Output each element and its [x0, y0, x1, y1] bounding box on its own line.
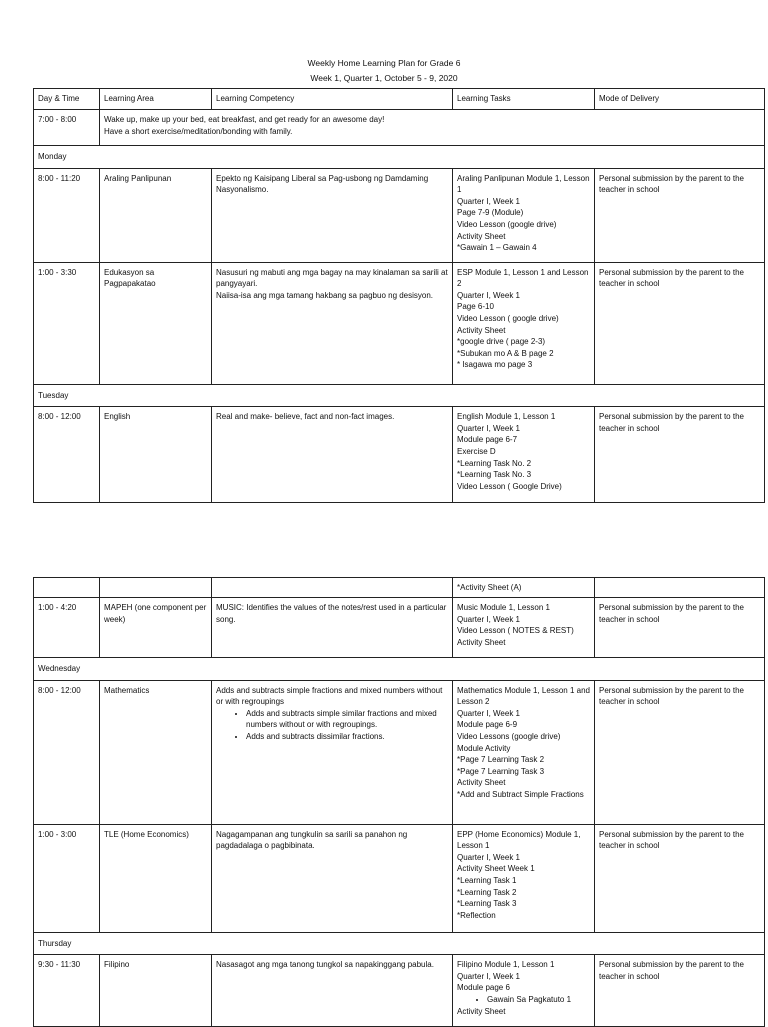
task-line: Video Lesson ( google drive): [457, 313, 559, 323]
task-line: *Learning Task 2: [457, 887, 517, 897]
row-competency: Epekto ng Kaisipang Liberal sa Pag-usbong ng Damdaming Nasyonalismo.: [212, 168, 453, 262]
competency-bullets: [216, 708, 448, 743]
competency-line: Adds and subtracts simple fractions and mixed numbers without or with regroupings: [216, 685, 445, 707]
schedule-row-english: [34, 407, 765, 503]
task-line: Video Lesson ( NOTES & REST): [457, 626, 574, 636]
task-line: Module page 6-9: [457, 720, 518, 730]
day-row-monday: [34, 146, 765, 169]
task-line: Quarter I, Week 1: [457, 708, 520, 718]
row-area: English: [100, 407, 212, 503]
task-line: Activity Sheet: [457, 1006, 506, 1016]
header-row: [34, 89, 765, 110]
task-line: *Learning Task 1: [457, 875, 517, 885]
row-competency: Nasasagot ang mga tanong tungkol sa napakinggang pabula.: [212, 955, 453, 1027]
header-mode-of-delivery: Mode of Delivery: [595, 89, 765, 110]
row-tasks: [453, 680, 595, 824]
row-tasks: [453, 824, 595, 932]
task-line: Activity Sheet: [457, 778, 506, 788]
competency-bullet: • Adds and subtracts dissimilar fractions.: [246, 731, 448, 743]
row-competency: [212, 680, 453, 824]
row-mode: Personal submission by the parent to the teacher in school: [595, 824, 765, 932]
task-line: *Page 7 Learning Task 3: [457, 766, 545, 776]
morning-activity: [100, 110, 765, 146]
task-line: *Learning Task No. 3: [457, 470, 532, 480]
plan-table-page2: [33, 577, 765, 1027]
row-mode: Personal submission by the parent to the teacher in school: [595, 680, 765, 824]
day-row-tuesday: [34, 384, 765, 407]
morning-line: Have a short exercise/meditation/bonding with family.: [104, 126, 293, 136]
header-day-time: Day & Time: [34, 89, 100, 110]
cell-empty: [212, 578, 453, 598]
row-tasks: *Activity Sheet (A): [453, 578, 595, 598]
competency-line: Naiisa-isa ang mga tamang hakbang sa pagbuo ng desisyon.: [216, 290, 434, 300]
task-line: Quarter I, Week 1: [457, 423, 520, 433]
task-line: Activity Sheet: [457, 231, 506, 241]
cell-empty: [595, 578, 765, 598]
cell-empty: [34, 578, 100, 598]
day-label: Tuesday: [34, 384, 765, 407]
row-area: Mathematics: [100, 680, 212, 824]
task-line: Module page 6: [457, 983, 510, 993]
morning-time: 7:00 - 8:00: [34, 110, 100, 146]
row-mode: Personal submission by the parent to the teacher in school: [595, 407, 765, 503]
task-line: Filipino Module 1, Lesson 1: [457, 960, 555, 970]
day-label: Monday: [34, 146, 765, 169]
task-line: Activity Sheet Week 1: [457, 864, 535, 874]
schedule-row-filipino: [34, 955, 765, 1027]
task-line: Video Lesson (google drive): [457, 219, 557, 229]
row-competency: [212, 262, 453, 384]
task-line: *Gawain 1 – Gawain 4: [457, 243, 537, 253]
schedule-row-araling-panlipunan: [34, 168, 765, 262]
row-competency: Real and make- believe, fact and non-fact images.: [212, 407, 453, 503]
row-area: Filipino: [100, 955, 212, 1027]
row-tasks: [453, 262, 595, 384]
task-line: Quarter I, Week 1: [457, 290, 520, 300]
day-label: Thursday: [34, 932, 765, 955]
document-subtitle: Week 1, Quarter 1, October 5 - 9, 2020: [310, 73, 458, 83]
row-mode: Personal submission by the parent to the teacher in school: [595, 598, 765, 658]
task-line: Quarter I, Week 1: [457, 614, 520, 624]
task-line: Module Activity: [457, 743, 511, 753]
morning-line: Wake up, make up your bed, eat breakfast, and get ready for an awesome day!: [104, 115, 385, 124]
row-time: 1:00 - 3:00: [34, 824, 100, 932]
header-learning-competency: Learning Competency: [212, 89, 453, 110]
schedule-row-tle: [34, 824, 765, 932]
task-line: *Learning Task No. 2: [457, 458, 532, 468]
row-mode: Personal submission by the parent to the teacher in school: [595, 955, 765, 1027]
row-time: 9:30 - 11:30: [34, 955, 100, 1027]
header-learning-tasks: Learning Tasks: [453, 89, 595, 110]
task-line: ESP Module 1, Lesson 1 and Lesson 2: [457, 267, 591, 289]
row-competency: MUSIC: Identifies the values of the notes/rest used in a particular song.: [212, 598, 453, 658]
task-line: Module page 6-7: [457, 435, 518, 445]
row-tasks: [453, 407, 595, 503]
document-title: Weekly Home Learning Plan for Grade 6: [307, 58, 461, 68]
row-tasks: [453, 598, 595, 658]
row-area: TLE (Home Economics): [100, 824, 212, 932]
competency-line: Nasusuri ng mabuti ang mga bagay na may kinalaman sa sarili at pangyayari.: [216, 267, 450, 289]
task-line: Quarter I, Week 1: [457, 971, 520, 981]
task-line: Araling Panlipunan Module 1, Lesson 1: [457, 173, 592, 195]
task-line: *Page 7 Learning Task 2: [457, 755, 545, 765]
row-time: 1:00 - 3:30: [34, 262, 100, 384]
task-line: Exercise D: [457, 446, 496, 456]
row-time: 8:00 - 11:20: [34, 168, 100, 262]
row-mode: Personal submission by the parent to the teacher in school: [595, 168, 765, 262]
morning-row: [34, 110, 765, 146]
schedule-row-esp: [34, 262, 765, 384]
task-line: * Isagawa mo page 3: [457, 360, 533, 370]
task-line: Video Lesson ( Google Drive): [457, 481, 562, 491]
task-line: Video Lessons (google drive): [457, 731, 561, 741]
schedule-row-mapeh: [34, 598, 765, 658]
day-row-thursday: [34, 932, 765, 955]
row-time: 1:00 - 4:20: [34, 598, 100, 658]
task-line: Page 7-9 (Module): [457, 208, 524, 218]
row-mode: Personal submission by the parent to the teacher in school: [595, 262, 765, 384]
row-area: Araling Panlipunan: [100, 168, 212, 262]
plan-table-page1: [33, 88, 765, 503]
day-row-wednesday: [34, 658, 765, 681]
header-learning-area: Learning Area: [100, 89, 212, 110]
task-line: *google drive ( page 2-3): [457, 337, 546, 347]
task-line: Mathematics Module 1, Lesson 1 and Lesson 2: [457, 685, 593, 707]
task-bullets: [457, 994, 590, 1006]
row-time: 8:00 - 12:00: [34, 407, 100, 503]
task-line: Activity Sheet: [457, 325, 506, 335]
task-line: Page 6-10: [457, 302, 494, 312]
task-line: *Add and Subtract Simple Fractions: [457, 789, 584, 799]
task-line: Music Module 1, Lesson 1: [457, 603, 550, 612]
task-line: *Subukan mo A & B page 2: [457, 348, 554, 358]
task-line: Activity Sheet: [457, 637, 506, 647]
row-time: 8:00 - 12:00: [34, 680, 100, 824]
task-line: EPP (Home Economics) Module 1, Lesson 1: [457, 829, 583, 851]
schedule-row-mathematics: [34, 680, 765, 824]
task-line: English Module 1, Lesson 1: [457, 412, 556, 422]
day-label: Wednesday: [34, 658, 765, 681]
task-line: Quarter I, Week 1: [457, 196, 520, 206]
task-line: *Reflection: [457, 910, 496, 920]
cell-empty: [100, 578, 212, 598]
task-line: Quarter I, Week 1: [457, 852, 520, 862]
task-bullet: • Gawain Sa Pagkatuto 1: [487, 994, 590, 1006]
continuation-row: [34, 578, 765, 598]
task-line: *Learning Task 3: [457, 899, 517, 909]
row-area: Edukasyon sa Pagpapakatao: [100, 262, 212, 384]
row-tasks: [453, 168, 595, 262]
row-area: MAPEH (one component per week): [100, 598, 212, 658]
competency-bullet: • Adds and subtracts simple similar fractions and mixed numbers without or with regroupings.: [246, 708, 448, 731]
row-tasks: [453, 955, 595, 1027]
row-competency: Nagagampanan ang tungkulin sa sarili sa panahon ng pagdadalaga o pagbibinata.: [212, 824, 453, 932]
